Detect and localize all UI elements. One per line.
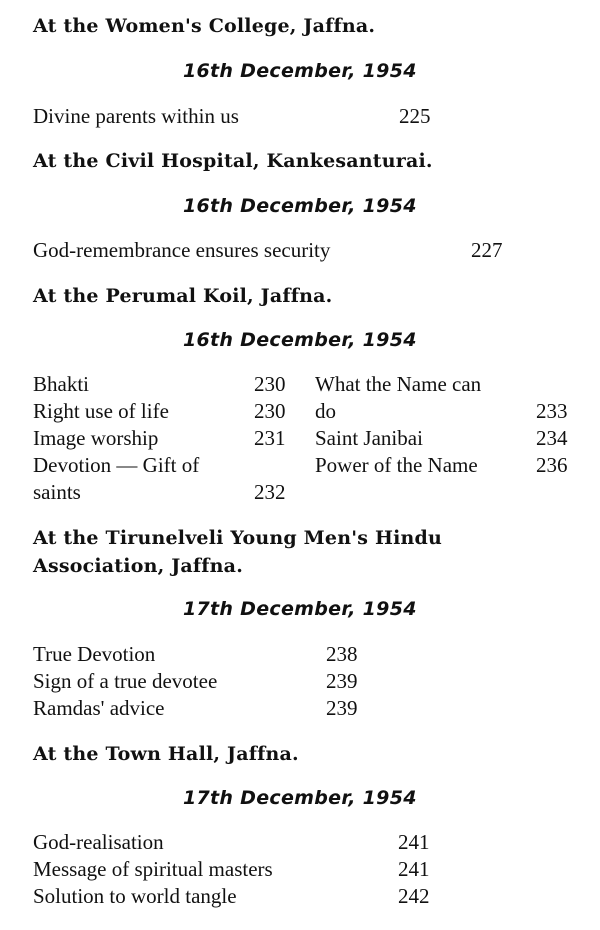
entry-title: Bhakti xyxy=(33,372,89,396)
entry-page: 234 xyxy=(536,426,568,450)
entry-title: God-remembrance ensures security xyxy=(33,238,331,262)
section-date: 17th December, 1954 xyxy=(183,598,417,620)
entry-page: 241 xyxy=(398,830,430,854)
entry-title: True Devotion xyxy=(33,642,156,666)
entry-title: Divine parents within us xyxy=(33,104,239,128)
section-heading: At the Civil Hospital, Kankesanturai. xyxy=(33,150,433,172)
section-date: 16th December, 1954 xyxy=(183,329,417,351)
entry-title: Saint Janibai xyxy=(315,426,423,450)
entry-title: Solution to world tangle xyxy=(33,884,237,908)
entry-title: What the Name can xyxy=(315,372,482,396)
entry-title: Right use of life xyxy=(33,399,169,423)
entry-page: 232 xyxy=(254,480,286,504)
section-date: 17th December, 1954 xyxy=(183,787,417,809)
section-date: 16th December, 1954 xyxy=(183,60,417,82)
section-heading: At the Town Hall, Jaffna. xyxy=(33,743,299,765)
entry-page: 230 xyxy=(254,372,286,396)
entry-title-continued: do xyxy=(315,399,336,423)
entry-title: Message of spiritual masters xyxy=(33,857,273,881)
section-heading-continued: Association, Jaffna. xyxy=(33,555,244,577)
section-heading: At the Women's College, Jaffna. xyxy=(33,15,376,37)
entry-title: Power of the Name xyxy=(315,453,478,477)
entry-page: 242 xyxy=(398,884,430,908)
section-heading: At the Perumal Koil, Jaffna. xyxy=(33,285,333,307)
entry-page: 230 xyxy=(254,399,286,423)
entry-page: 241 xyxy=(398,857,430,881)
entry-page: 227 xyxy=(471,238,503,262)
entry-title: Image worship xyxy=(33,426,159,450)
entry-page: 239 xyxy=(326,669,358,693)
section-date: 16th December, 1954 xyxy=(183,195,417,217)
entry-page: 238 xyxy=(326,642,358,666)
entry-title: God-realisation xyxy=(33,830,164,854)
entry-title: Sign of a true devotee xyxy=(33,669,218,693)
entry-title: Devotion — Gift of xyxy=(33,453,200,477)
section-heading: At the Tirunelveli Young Men's Hindu xyxy=(33,527,443,549)
entry-title: Ramdas' advice xyxy=(33,696,165,720)
entry-page: 236 xyxy=(536,453,568,477)
entry-page: 231 xyxy=(254,426,286,450)
entry-page: 233 xyxy=(536,399,568,423)
entry-page: 225 xyxy=(399,104,431,128)
entry-title-continued: saints xyxy=(33,480,81,504)
entry-page: 239 xyxy=(326,696,358,720)
